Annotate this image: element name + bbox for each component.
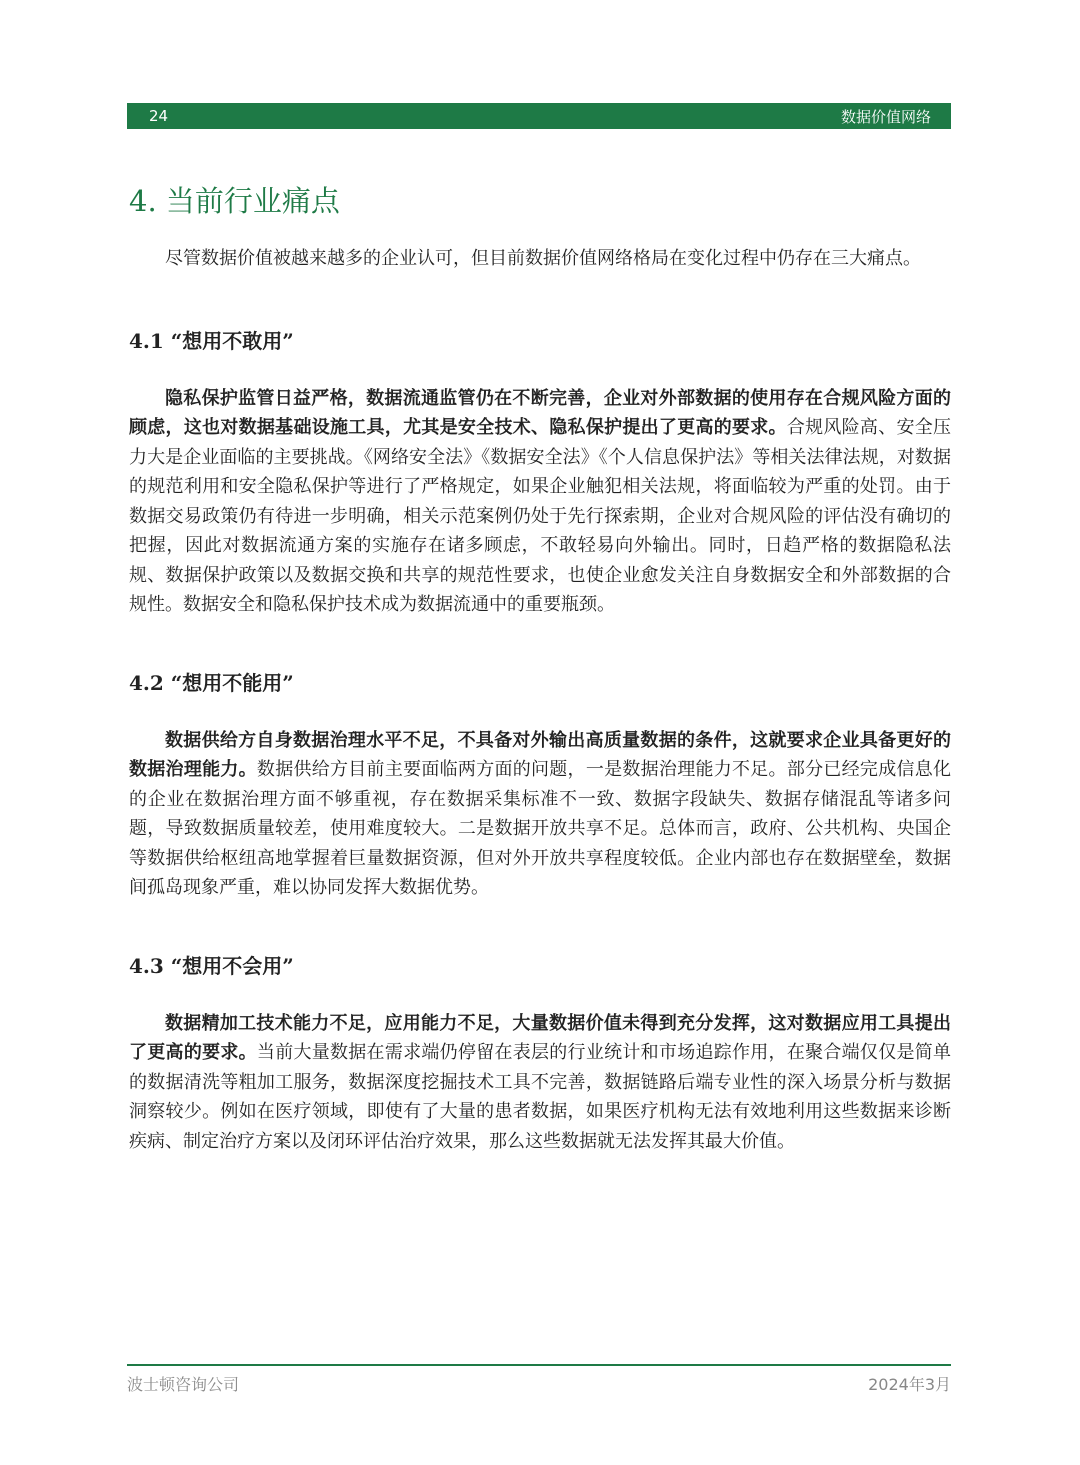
page-number: 24 [149,107,169,125]
section-body-4-2 [129,726,951,903]
report-title: 数据价值网络 [840,107,931,126]
footer-date: 2024年3月 [868,1375,951,1394]
section-lead-4-1: 隐私保护监管日益严格，数据流通监管仍在不断完善，企业对外部数据的使用存在合规风险方面的顾虑，这也对数据基础设施工具，尤其是安全技术、隐私保护提出了更高的要求。 [129,387,951,438]
section-heading-4-2: 4.2 “想用不能用” [129,670,294,695]
section-heading-4-1: 4.1 “想用不敢用” [129,328,294,353]
footer [127,1372,951,1395]
section-body-4-3 [129,1009,951,1157]
section-lead-4-2: 数据供给方自身数据治理水平不足，不具备对外输出高质量数据的条件，这就要求企业具备更好的数据治理能力。 [129,729,951,780]
footer-divider [127,1364,951,1366]
page-title: 4. 当前行业痛点 [129,184,340,218]
page-content [129,178,951,1156]
section-heading-4-3: 4.3 “想用不会用” [129,953,294,978]
section-lead-4-3: 数据精加工技术能力不足，应用能力不足，大量数据价值未得到充分发挥，这对数据应用工具提出了更高的要求。 [129,1012,951,1063]
header-bar [127,103,951,129]
section-text-4-2: 数据供给方目前主要面临两方面的问题，一是数据治理能力不足。部分已经完成信息化的企业在数据治理方面不够重视，存在数据采集标准不一致、数据字段缺失、数据存储混乱等诸多问题，导致数据质量较差，使用难度较大。二是数据开放共享不足。总体而言，政府、公共机构、央国企等数据供给枢纽高地掌握着巨量数据资源，但对外开放共享程度较低。企业内部也存在数据壁垒，数据间孤岛现象严重，难以协同发挥大数据优势。 [129,759,952,898]
section-body-4-1 [129,384,951,620]
intro-paragraph: 尽管数据价值被越来越多的企业认可，但目前数据价值网络格局在变化过程中仍存在三大痛点。 [165,248,921,269]
section-text-4-3: 当前大量数据在需求端仍停留在表层的行业统计和市场追踪作用，在聚合端仅仅是简单的数据清洗等粗加工服务，数据深度挖掘技术工具不完善，数据链路后端专业性的深入场景分析与数据洞察较少。例如在医疗领域，即使有了大量的患者数据，如果医疗机构无法有效地利用这些数据来诊断疾病、制定治疗方案以及闭环评估治疗效果，那么这些数据就无法发挥其最大价值。 [129,1042,952,1152]
section-text-4-1: 合规风险高、安全压力大是企业面临的主要挑战。《网络安全法》《数据安全法》《个人信息保护法》等相关法律法规，对数据的规范利用和安全隐私保护等进行了严格规定，如果企业触犯相关法规，将面临较为严重的处罚。由于数据交易政策仍有待进一步明确，相关示范案例仍处于先行探索期，企业对合规风险的评估没有确切的把握，因此对数据流通方案的实施存在诸多顾虑，不敢轻易向外输出。同时，日趋严格的数据隐私法规、数据保护政策以及数据交换和共享的规范性要求，也使企业愈发关注自身数据安全和外部数据的合规性。数据安全和隐私保护技术成为数据流通中的重要瓶颈。 [129,417,952,615]
footer-company: 波士顿咨询公司 [127,1375,240,1394]
